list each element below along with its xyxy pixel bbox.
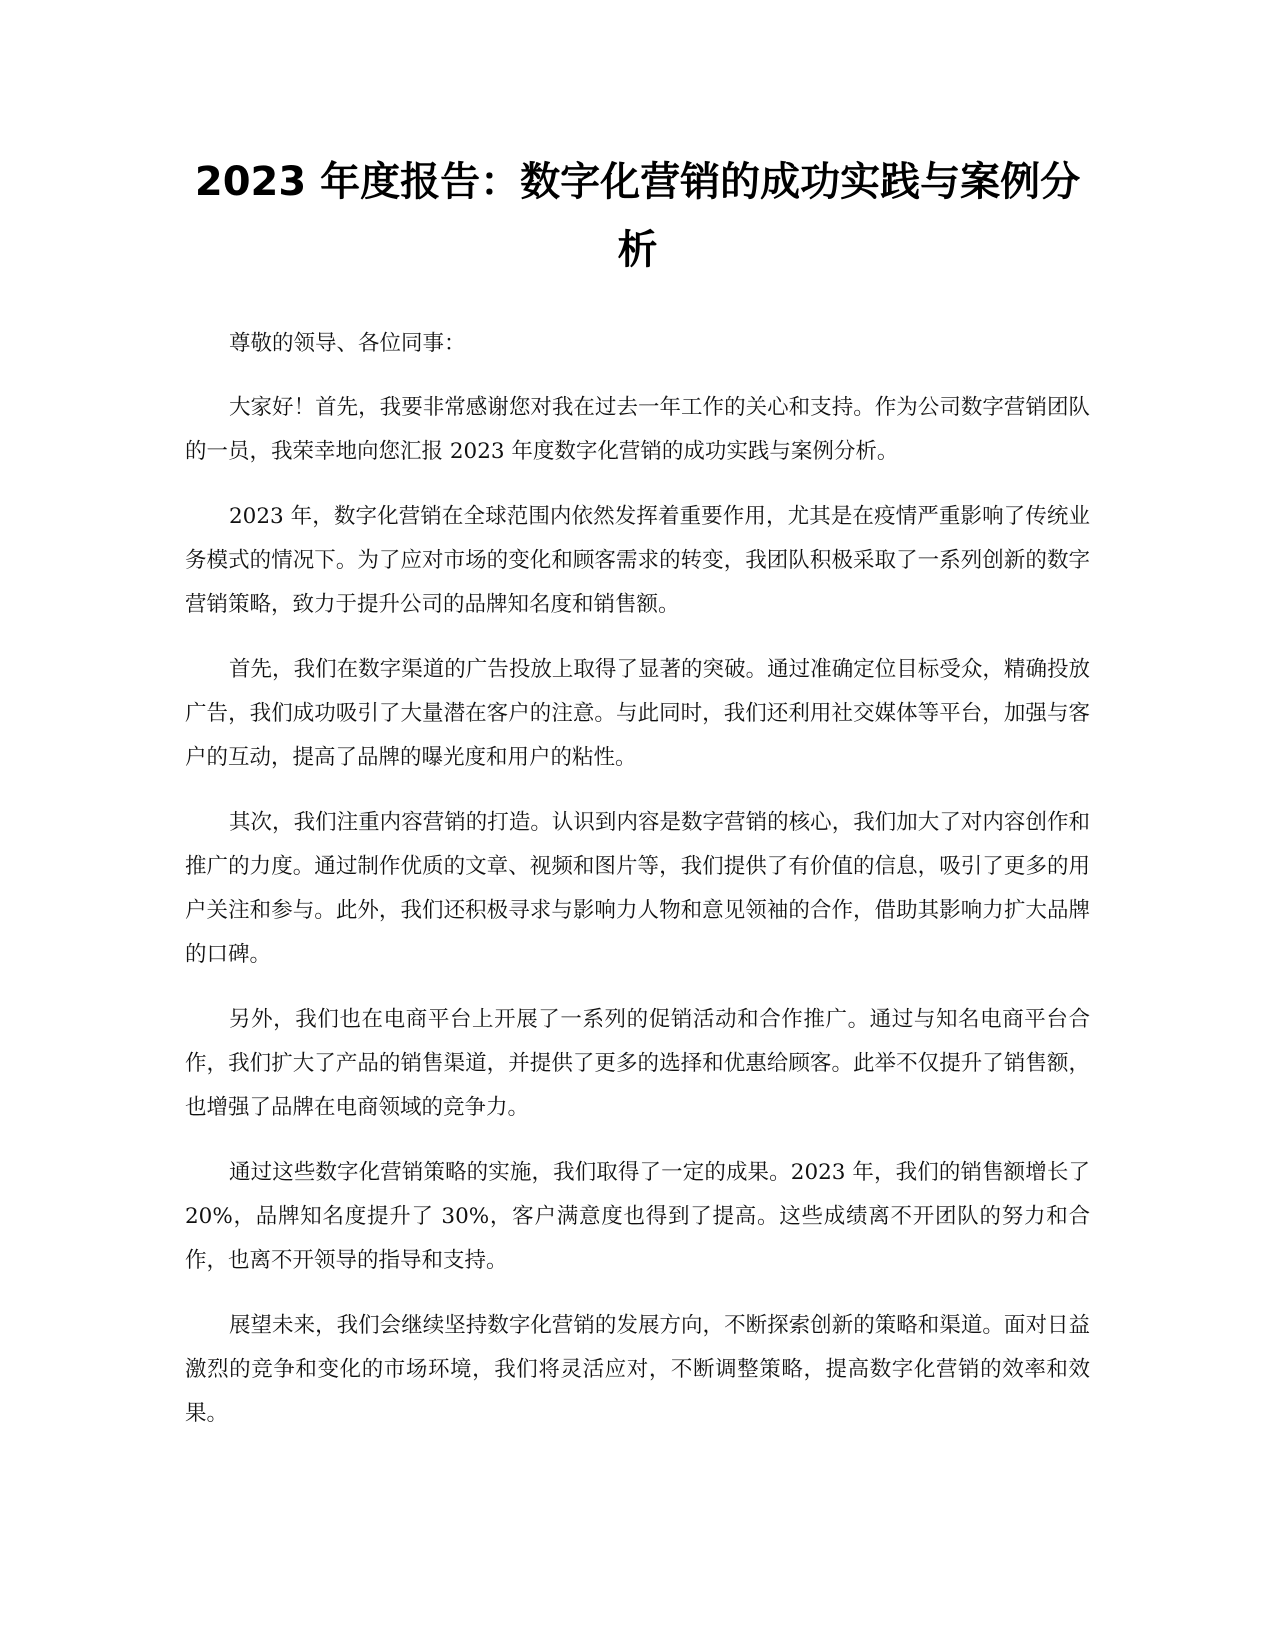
document-body: [185, 322, 1090, 1457]
document-title: 2023 年度报告：数字化营销的成功实践与案例分析: [194, 159, 1081, 273]
intro-paragraph: 大家好！首先，我要非常感谢您对我在过去一年工作的关心和支持。作为公司数字营销团队的一员，我荣幸地向您汇报 2023 年度数字化营销的成功实践与案例分析。: [185, 395, 1090, 464]
outlook-paragraph: 展望未来，我们会继续坚持数字化营销的发展方向，不断探索创新的策略和渠道。面对日益激烈的竞争和变化的市场环境，我们将灵活应对，不断调整策略，提高数字化营销的效率和效果。: [185, 1313, 1090, 1426]
content-marketing-paragraph: 其次，我们注重内容营销的打造。认识到内容是数字营销的核心，我们加大了对内容创作和推广的力度。通过制作优质的文章、视频和图片等，我们提供了有价值的信息，吸引了更多的用户关注和参与。此外，我们还积极寻求与影响力人物和意见领袖的合作，借助其影响力扩大品牌的口碑。: [185, 810, 1090, 967]
context-paragraph: 2023 年，数字化营销在全球范围内依然发挥着重要作用，尤其是在疫情严重影响了传统业务模式的情况下。为了应对市场的变化和顾客需求的转变，我团队积极采取了一系列创新的数字营销策略，致力于提升公司的品牌知名度和销售额。: [185, 504, 1090, 617]
results-paragraph: 通过这些数字化营销策略的实施，我们取得了一定的成果。2023 年，我们的销售额增长了 20%，品牌知名度提升了 30%，客户满意度也得到了提高。这些成绩离不开团队的努力和合作，也离不开领导的指导和支持。: [185, 1160, 1090, 1273]
greeting-paragraph: 尊敬的领导、各位同事：: [229, 331, 466, 356]
advertising-paragraph: 首先，我们在数字渠道的广告投放上取得了显著的突破。通过准确定位目标受众，精确投放广告，我们成功吸引了大量潜在客户的注意。与此同时，我们还利用社交媒体等平台，加强与客户的互动，提高了品牌的曝光度和用户的粘性。: [185, 657, 1090, 770]
ecommerce-paragraph: 另外，我们也在电商平台上开展了一系列的促销活动和合作推广。通过与知名电商平台合作，我们扩大了产品的销售渠道，并提供了更多的选择和优惠给顾客。此举不仅提升了销售额，也增强了品牌在电商领域的竞争力。: [185, 1007, 1090, 1120]
